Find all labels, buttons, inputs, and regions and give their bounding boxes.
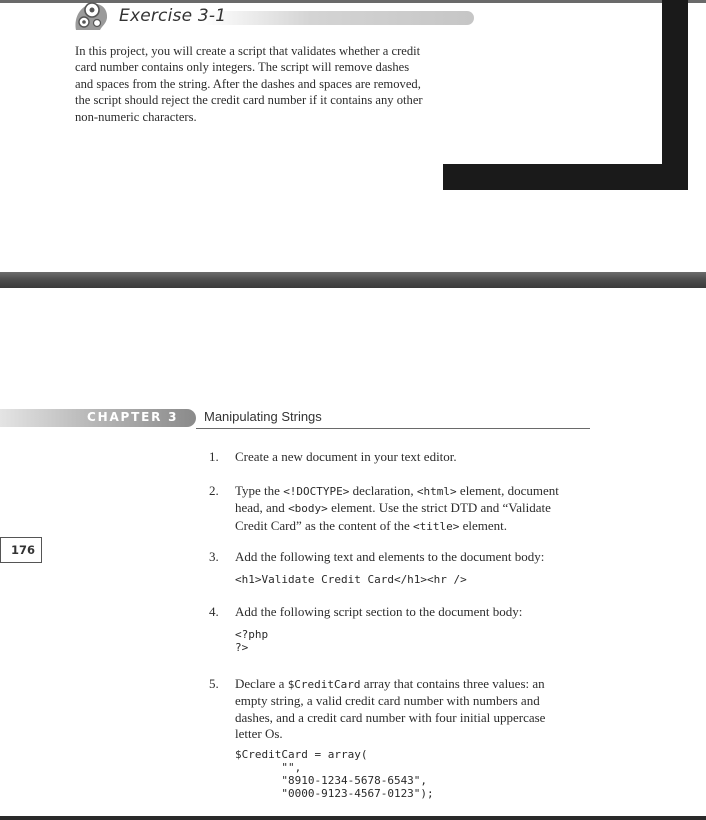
code-snippet: <?php ?> [235,628,269,654]
code-body: <body> [288,502,328,516]
step-text: Add the following script section to the document body: [235,604,523,619]
exercise-line: non-numeric characters. [75,109,197,124]
chapter-title: Manipulating Strings [204,409,322,424]
bottom-rule [0,816,706,820]
step-number: 2. [209,483,219,498]
exercise-line: the script should reject the credit card number if it contains any other [75,93,423,108]
text-fragment: declaration, [349,483,417,498]
exercise-line: card number contains only integers. The script will remove dashes [75,60,410,75]
exercise-line: In this project, you will create a script that validates whether a credit [75,44,421,58]
step-number: 5. [209,676,219,691]
chapter-label: CHAPTER 3 [87,410,179,424]
step-text-line [235,500,597,517]
text-fragment: Credit Card” as the content of the [235,517,413,533]
text-fragment: Type the [235,483,284,498]
step-text-line [235,518,597,535]
text-fragment: element. Use the strict DTD and “Validate [327,500,551,516]
code-snippet: $CreditCard = array( "", "8910-1234-5678-6543", "0000-9123-4567-0123"); [235,748,434,800]
exercise-line: and spaces from the string. After the dashes and spaces are removed, [75,76,421,91]
code-doctype: <!DOCTYPE> [283,485,350,498]
step-text-line [235,676,597,693]
text-fragment: element, document [456,483,559,498]
step-text-line: dashes, and a credit card number with four initial uppercase [235,709,546,725]
step-number: 3. [209,549,219,564]
decorative-black-bar-horizontal [443,164,688,190]
text-fragment: array that contains three values: an [360,676,545,691]
page-number: 176 [11,543,36,557]
step-text: Create a new document in your text editor. [235,449,457,464]
code-creditcard-var: $CreditCard [287,678,361,691]
code-html: <html> [416,485,457,498]
step-text: Add the following text and elements to the document body: [235,549,545,564]
step-number: 1. [209,449,219,464]
exercise-title: Exercise 3-1 [119,6,227,26]
code-snippet: <h1>Validate Credit Card</h1><hr /> [235,573,467,586]
gears-head-icon [70,0,112,34]
page-divider [0,272,706,288]
text-fragment: element. [459,517,507,533]
step-text-line: empty string, a valid credit card number with numbers and [235,693,540,709]
text-fragment: Declare a [235,676,288,691]
exercise-description [75,43,485,125]
code-title: <title> [412,519,460,533]
step-text-line: letter Os. [235,726,283,742]
text-fragment: head, and [235,500,289,516]
step-text-line [235,483,597,500]
previous-page [0,0,706,272]
decorative-black-bar-vertical [662,0,688,190]
page-number-box [0,537,42,563]
chapter-header-rule [196,428,590,429]
step-number: 4. [209,604,219,619]
